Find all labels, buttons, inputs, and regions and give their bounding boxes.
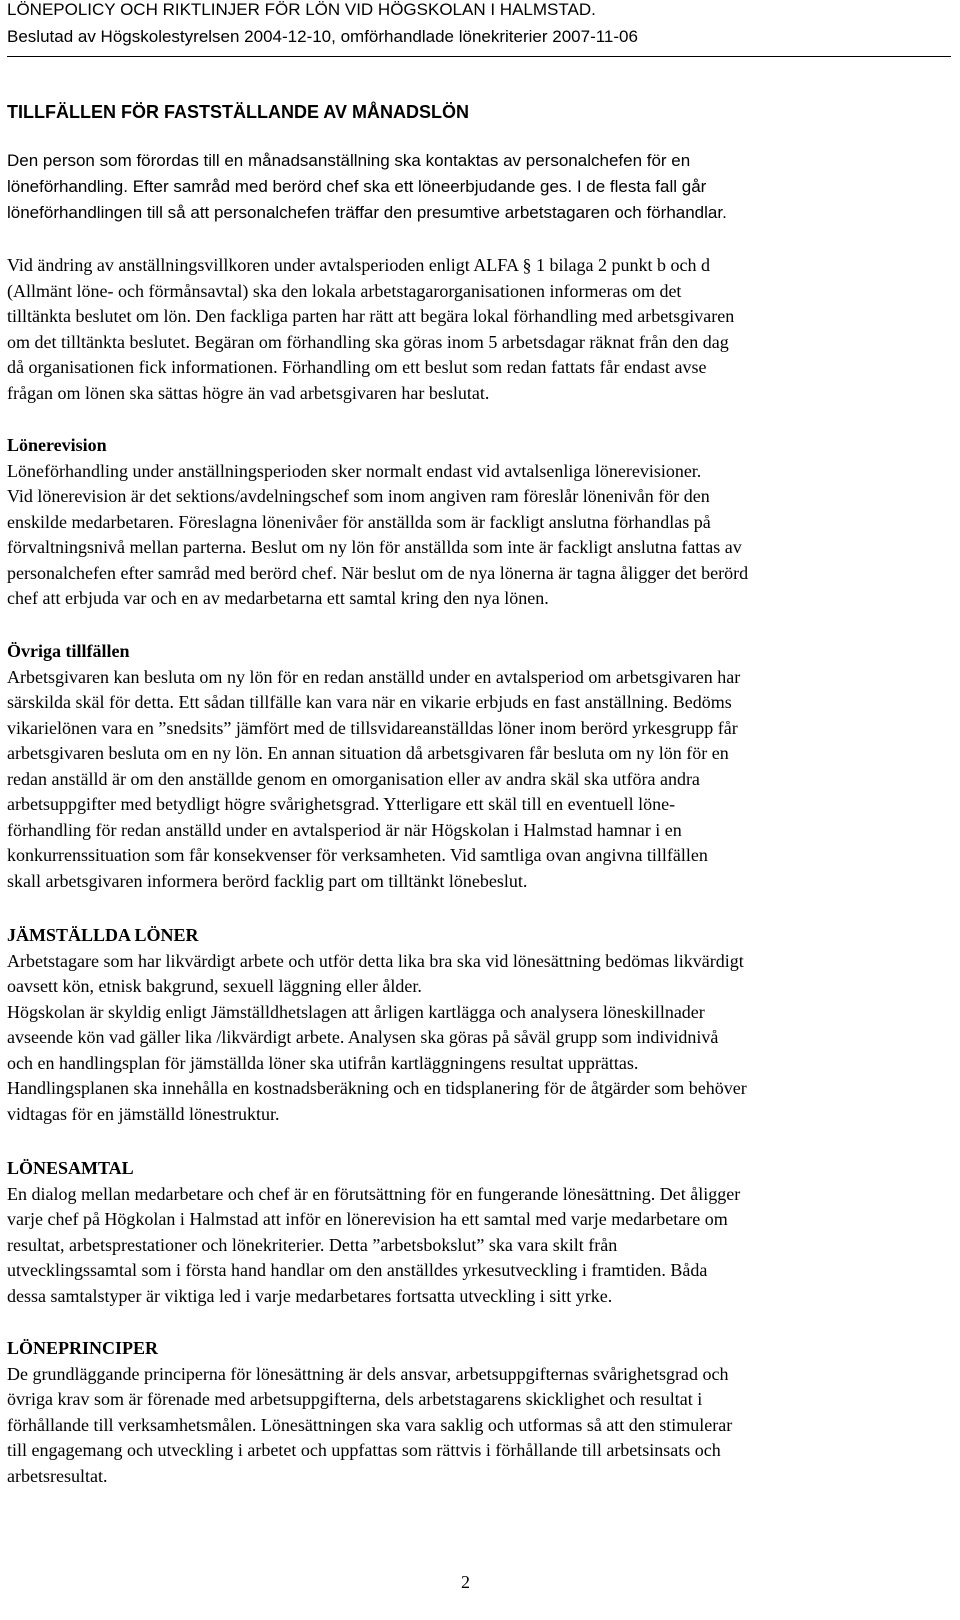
text-line: vikarielönen vara en ”snedsits” jämfört med de tillsvidareanställdas löner inom berörd yrkesgrupp får [7,717,738,738]
text-line: Arbetsgivaren kan besluta om ny lön för en redan anställd under en avtalsperiod om arbetsgivaren har [7,666,741,687]
text-line: Vid ändring av anställningsvillkoren under avtalsperioden enligt ALFA § 1 bilaga 2 punkt b och d [7,255,710,275]
text-line: arbetsuppgifter med betydligt högre svårighetsgrad. Ytterligare ett skäl till en eventuell löne- [7,794,676,814]
lonesamtal-section [7,1156,951,1309]
section-heading: LÖNEPRINCIPER [7,1338,159,1358]
text-line: resultat, arbetsprestationer och lönekriterier. Detta ”arbetsbokslut” ska vara skilt från [7,1234,618,1255]
text-line: förvaltningsnivå mellan parterna. Beslut om ny lön för anställda som inte är fackligt anslutna fattas av [7,537,742,557]
text-line: Vid lönerevision är det sektions/avdelningschef som inom angiven ram föreslår lönenivån för den [7,486,710,506]
text-line: Löneförhandling under anställningsperioden sker normalt endast vid avtalsenliga lönerevisioner. [7,460,702,481]
text-line: löneförhandling. Efter samråd med berörd chef ska ett löneerbjudande ges. I de flesta fall går [7,177,707,196]
text-line: avseende kön vad gäller lika /likvärdigt arbete. Analysen ska göras på såväl grupp som individnivå [7,1027,719,1047]
ovriga-section [7,639,951,894]
text-line: konkurrenssituation som får konsekvenser för verksamheten. Vid samtliga ovan angivna tillfällen [7,845,708,865]
text-line: övriga krav som är förenade med arbetsuppgifterna, dels arbetstagarens skicklighet och resultat i [7,1389,703,1409]
header-subtitle: Beslutad av Högskolestyrelsen 2004-12-10, omförhandlade lönekriterier 2007-11-06 [7,27,638,46]
text-line: arbetsresultat. [7,1465,108,1486]
text-line: tilltänkta beslutet om lön. Den fackliga parten har rätt att begära lokal förhandling med arbetsgivaren [7,306,735,326]
text-line: till engagemang och utveckling i arbetet och uppfattas som rättvis i förhållande till arbetsinsats och [7,1440,721,1460]
header-title: LÖNEPOLICY OCH RIKTLINJER FÖR LÖN VID HÖGSKOLAN I HALMSTAD. [7,0,596,19]
intro-paragraph [7,148,951,226]
header-divider [7,56,951,57]
text-line: Arbetstagare som har likvärdigt arbete och utför detta lika bra ska vid lönesättning bedömas likvärdigt [7,950,744,971]
lonerevision-section [7,433,951,612]
text-line: chef att erbjuda var och en av medarbetarna ett samtal kring den nya lönen. [7,588,549,608]
text-line: Handlingsplanen ska innehålla en kostnadsberäkning och en tidsplanering för de åtgärder som behöver [7,1078,747,1098]
text-line: En dialog mellan medarbetare och chef är en förutsättning för en fungerande lönesättning. Det åligger [7,1183,741,1204]
text-line: redan anställd är om den anställde genom en omorganisation eller av andra skäl ska utföra andra [7,768,700,789]
text-line: varje chef på Högkolan i Halmstad att inför en lönerevision ha ett samtal med varje medarbetare om [7,1209,728,1229]
text-line: vidtagas för en jämställd lönestruktur. [7,1103,280,1124]
text-line: Högskolan är skyldig enligt Jämställdhetslagen att årligen kartlägga och analysera löneskillnader [7,1001,705,1022]
text-line: personalchefen efter samråd med berörd chef. När beslut om de nya lönerna är tagna åligger det berörd [7,562,749,583]
text-line: då organisationen fick informationen. Förhandling om ett beslut som redan fattats får endast avse [7,357,707,377]
text-line: förhandling för redan anställd under en avtalsperiod är när Högskolan i Halmstad hamnar i en [7,819,682,840]
section-heading: Lönerevision [7,435,107,455]
text-line: förhållande till verksamhetsmålen. Lönesättningen ska vara saklig och utformas så att den stimulerar [7,1414,733,1435]
section-heading: Övriga tillfällen [7,641,130,661]
section-heading: JÄMSTÄLLDA LÖNER [7,925,199,945]
loneprinciper-section [7,1336,951,1489]
text-line: frågan om lönen ska sättas högre än vad arbetsgivaren har beslutat. [7,382,490,403]
text-line: oavsett kön, etnisk bakgrund, sexuell läggning eller ålder. [7,976,422,996]
section-title: TILLFÄLLEN FÖR FASTSTÄLLANDE AV MÅNADSLÖN [7,102,469,122]
text-line: särskilda skäl för detta. Ett sådan tillfälle kan vara när en vikarie erbjuds en fast anställning. Bedöms [7,692,732,712]
text-line: De grundläggande principerna för lönesättning är dels ansvar, arbetsuppgifternas svårighetsgrad och [7,1363,729,1384]
text-line: och en handlingsplan för jämställda löner ska utifrån kartläggningens resultat upprättas. [7,1052,639,1073]
text-line: (Allmänt löne- och förmånsavtal) ska den lokala arbetstagarorganisationen informeras om det [7,280,682,301]
text-line: skall arbetsgivaren informera berörd facklig part om tilltänkt lönebeslut. [7,870,528,891]
text-line: arbetsgivaren besluta om en ny lön. En annan situation då arbetsgivaren får besluta om ny lön för en [7,743,729,763]
text-line: Den person som förordas till en månadsanställning ska kontaktas av personalchefen för en [7,151,691,170]
jamstallda-section [7,923,951,1127]
text-line: utvecklingssamtal som i första hand handlar om den anställdes yrkesutveckling i framtiden. Båda [7,1260,708,1280]
text-line: dessa samtalstyper är viktiga led i varje medarbetares fortsatta utveckling i sitt yrke. [7,1285,613,1306]
text-line: enskilde medarbetaren. Föreslagna lönenivåer för anställda som är fackligt anslutna förhandlas på [7,511,711,532]
page-number: 2 [461,1572,470,1592]
text-line: löneförhandlingen till så att personalchefen träffar den presumtive arbetstagaren och förhandlar. [7,203,727,222]
section-heading: LÖNESAMTAL [7,1158,134,1178]
text-line: om det tilltänkta beslutet. Begäran om förhandling ska göras inom 5 arbetsdagar räknat från den dag [7,331,729,352]
vid-andring-paragraph [7,253,951,406]
